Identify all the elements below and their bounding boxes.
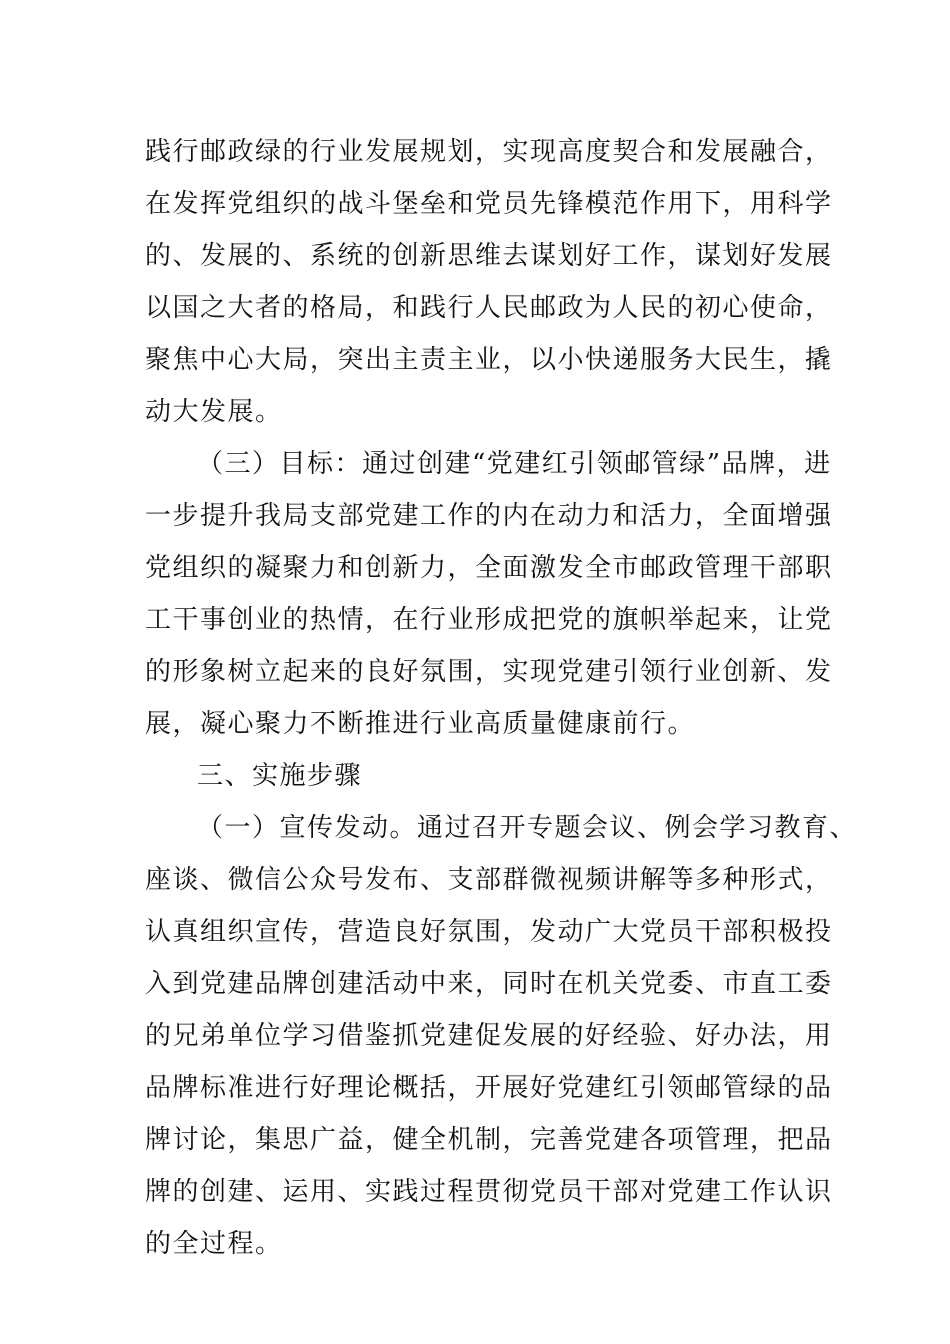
text-line: 践行邮政绿的行业发展规划，实现高度契合和发展融合，	[145, 137, 833, 167]
text-line: 牌的创建、运用、实践过程贯彻党员干部对党建工作认识	[145, 1177, 833, 1207]
text-line: 一步提升我局支部党建工作的内在动力和活力，全面增强	[145, 501, 833, 531]
text-line: 党组织的凝聚力和创新力，全面激发全市邮政管理干部职	[145, 553, 833, 583]
text-line: 展，凝心聚力不断推进行业高质量健康前行。	[145, 709, 696, 739]
text-line: 的形象树立起来的良好氛围，实现党建引领行业创新、发	[145, 657, 833, 687]
text-line: 在发挥党组织的战斗堡垒和党员先锋模范作用下，用科学	[145, 189, 833, 219]
text-line: 入到党建品牌创建活动中来，同时在机关党委、市直工委	[145, 969, 833, 999]
text-line: 的、发展的、系统的创新思维去谋划好工作，谋划好发展	[145, 241, 833, 271]
text-line: 工干事创业的热情，在行业形成把党的旗帜举起来，让党	[145, 605, 833, 635]
text-line: 的兄弟单位学习借鉴抓党建促发展的好经验、好办法，用	[145, 1021, 833, 1051]
text-line: 以国之大者的格局，和践行人民邮政为人民的初心使命，	[145, 293, 833, 323]
paragraph-goal	[145, 438, 833, 750]
paragraph-mission	[145, 126, 833, 438]
document-body	[145, 126, 858, 1270]
section-heading-implementation-steps	[145, 750, 820, 802]
text-line: 座谈、微信公众号发布、支部群微视频讲解等多种形式，	[145, 865, 833, 895]
text-line: 动大发展。	[145, 397, 283, 427]
text-line: 牌讨论，集思广益，健全机制，完善党建各项管理，把品	[145, 1125, 833, 1155]
text-line: 三、实施步骤	[197, 761, 363, 791]
text-line: （一）宣传发动。通过召开专题会议、例会学习教育、	[197, 813, 858, 843]
text-line: 的全过程。	[145, 1229, 283, 1259]
text-line: （三）目标：通过创建“党建红引领邮管绿”品牌，进	[197, 449, 832, 479]
text-line: 认真组织宣传，营造良好氛围，发动广大党员干部积极投	[145, 917, 833, 947]
text-line: 品牌标准进行好理论概括，开展好党建红引领邮管绿的品	[145, 1073, 833, 1103]
text-line: 聚焦中心大局，突出主责主业，以小快递服务大民生，撬	[145, 345, 833, 375]
paragraph-publicity	[145, 802, 858, 1270]
